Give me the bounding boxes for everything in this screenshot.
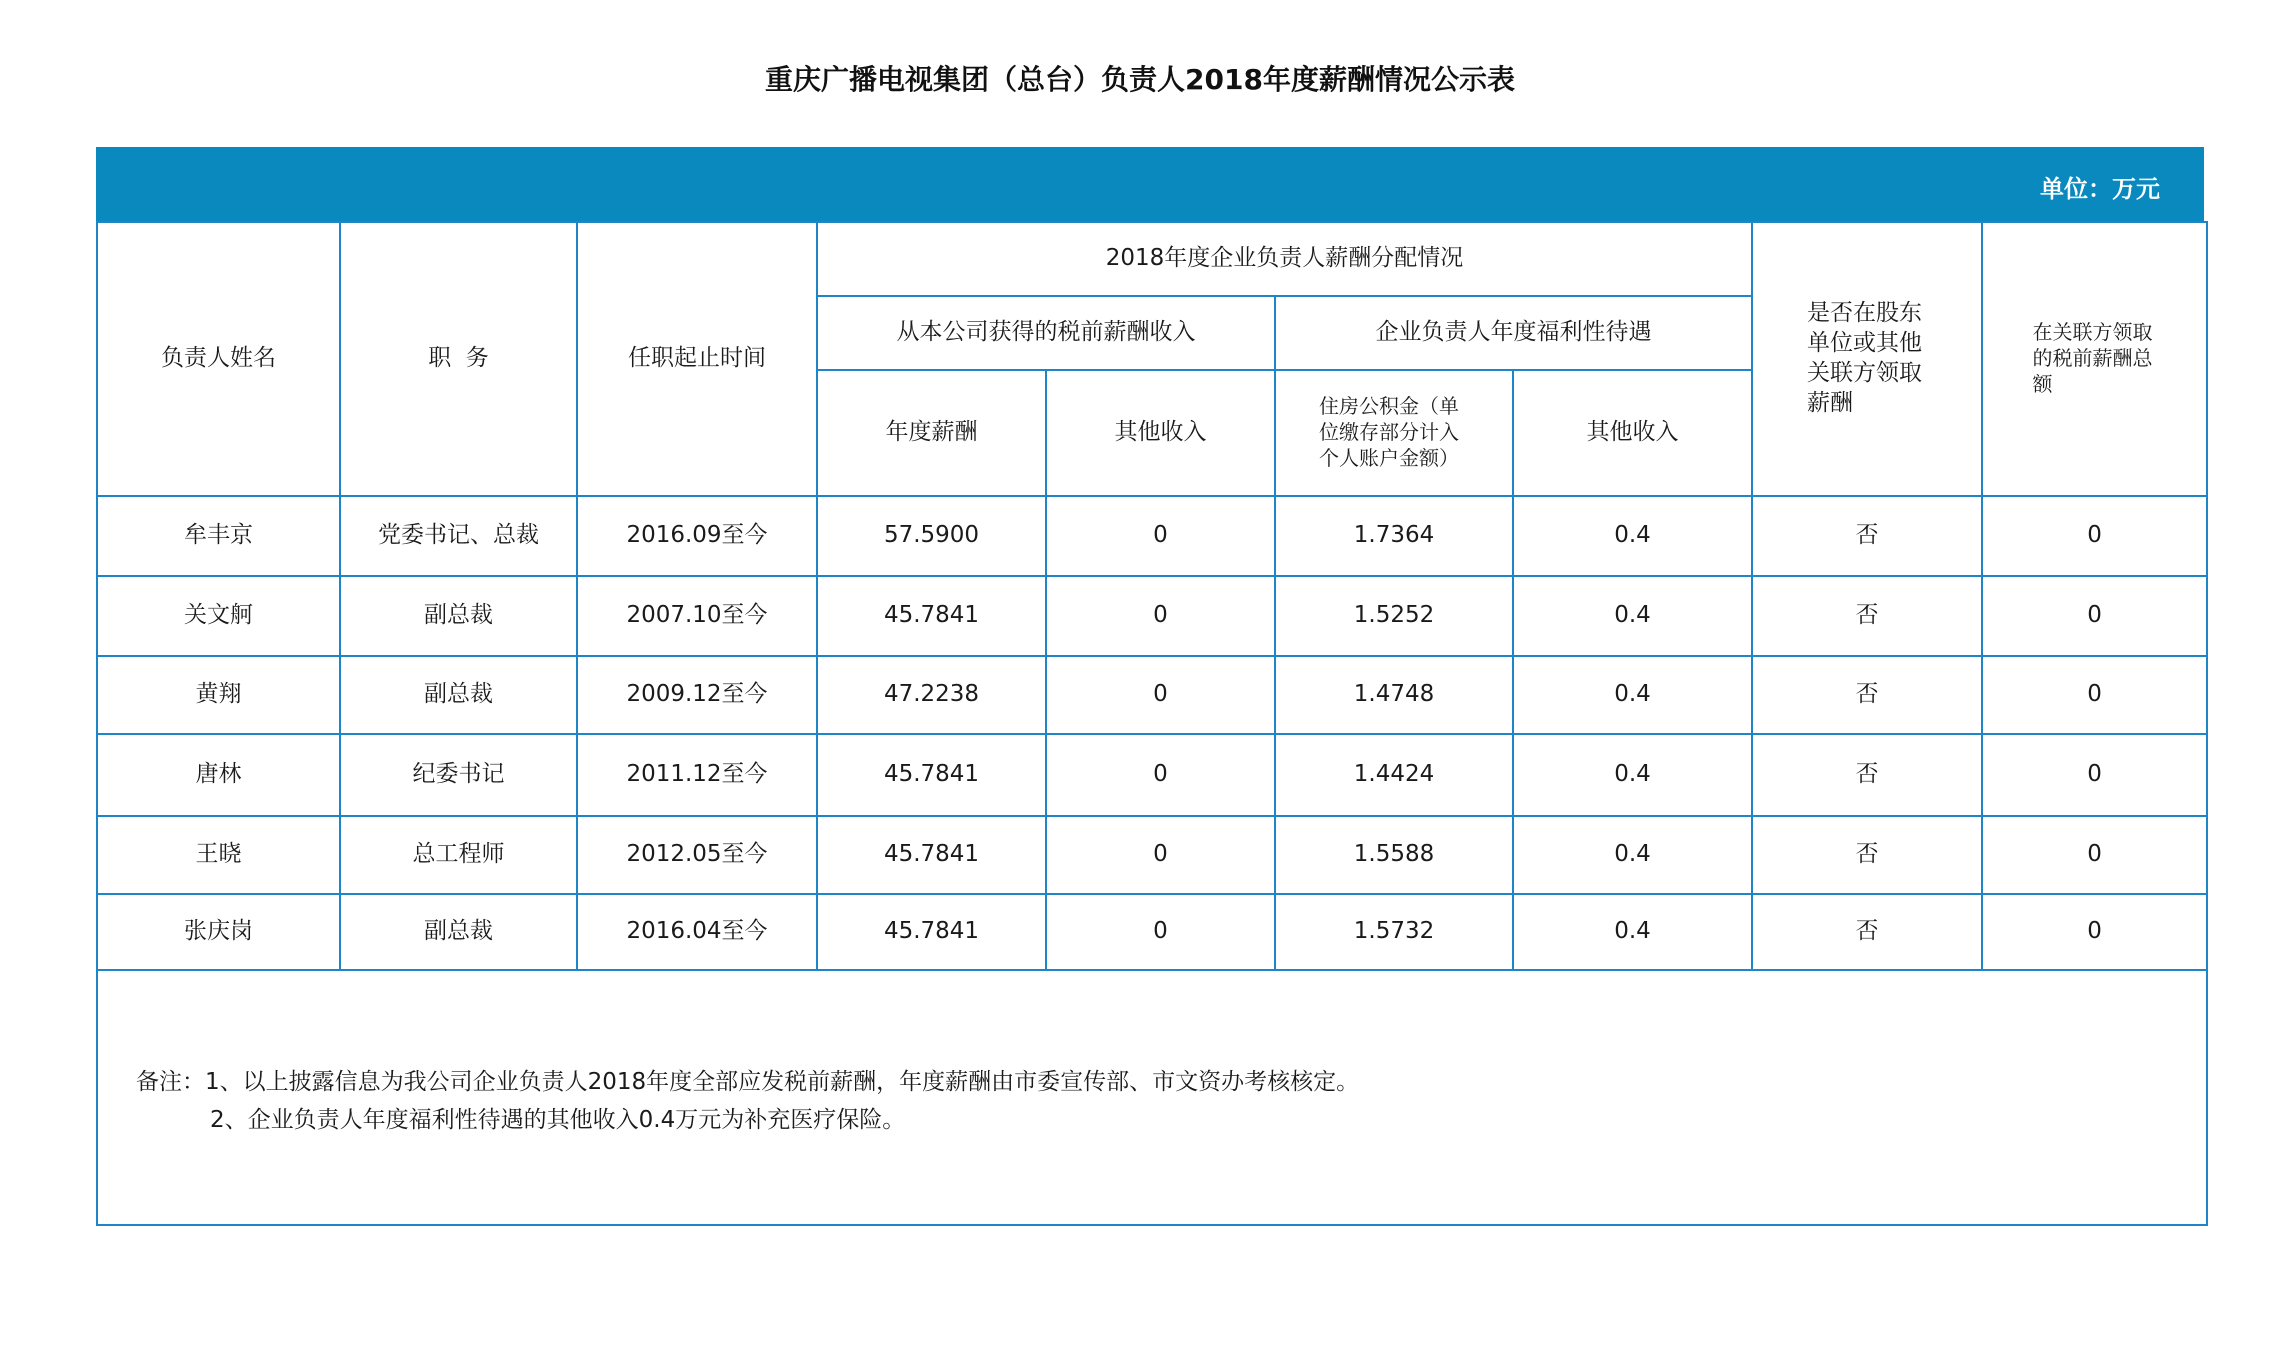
cell-housing: 1.4424 bbox=[1275, 734, 1513, 816]
table-row bbox=[97, 734, 2207, 816]
header-related-total: 在关联方领取的税前薪酬总额 bbox=[1982, 222, 2207, 496]
cell-position: 总工程师 bbox=[340, 816, 577, 894]
cell-shareholder: 否 bbox=[1752, 496, 1982, 576]
cell-shareholder: 否 bbox=[1752, 656, 1982, 734]
cell-position: 副总裁 bbox=[340, 576, 577, 656]
cell-position: 党委书记、总裁 bbox=[340, 496, 577, 576]
table-row bbox=[97, 496, 2207, 576]
cell-related: 0 bbox=[1982, 894, 2207, 970]
cell-housing: 1.7364 bbox=[1275, 496, 1513, 576]
cell-name: 张庆岗 bbox=[97, 894, 340, 970]
notes bbox=[98, 971, 2206, 1139]
salary-table bbox=[96, 221, 2208, 1226]
header-annual-salary: 年度薪酬 bbox=[817, 370, 1046, 496]
unit-header-bar bbox=[96, 147, 2204, 221]
cell-name: 唐林 bbox=[97, 734, 340, 816]
cell-other2: 0.4 bbox=[1513, 894, 1752, 970]
cell-shareholder: 否 bbox=[1752, 734, 1982, 816]
cell-related: 0 bbox=[1982, 656, 2207, 734]
table-row bbox=[97, 656, 2207, 734]
header-group-main: 2018年度企业负责人薪酬分配情况 bbox=[817, 222, 1752, 296]
cell-other1: 0 bbox=[1046, 496, 1275, 576]
cell-related: 0 bbox=[1982, 576, 2207, 656]
cell-housing: 1.5732 bbox=[1275, 894, 1513, 970]
cell-tenure: 2009.12至今 bbox=[577, 656, 817, 734]
cell-salary: 45.7841 bbox=[817, 734, 1046, 816]
cell-position: 纪委书记 bbox=[340, 734, 577, 816]
cell-other1: 0 bbox=[1046, 656, 1275, 734]
note-line-1: 备注：1、以上披露信息为我公司企业负责人2018年度全部应发税前薪酬，年度薪酬由市委宣传部、市文资办考核核定。 bbox=[136, 1069, 1360, 1095]
cell-housing: 1.5588 bbox=[1275, 816, 1513, 894]
cell-tenure: 2011.12至今 bbox=[577, 734, 817, 816]
table-row bbox=[97, 894, 2207, 970]
cell-other2: 0.4 bbox=[1513, 496, 1752, 576]
cell-related: 0 bbox=[1982, 734, 2207, 816]
cell-tenure: 2007.10至今 bbox=[577, 576, 817, 656]
cell-shareholder: 否 bbox=[1752, 816, 1982, 894]
cell-other2: 0.4 bbox=[1513, 656, 1752, 734]
cell-other1: 0 bbox=[1046, 734, 1275, 816]
cell-name: 关文舸 bbox=[97, 576, 340, 656]
cell-other2: 0.4 bbox=[1513, 734, 1752, 816]
cell-position: 副总裁 bbox=[340, 656, 577, 734]
cell-other1: 0 bbox=[1046, 894, 1275, 970]
cell-salary: 57.5900 bbox=[817, 496, 1046, 576]
header-housing-fund: 住房公积金（单位缴存部分计入个人账户金额） bbox=[1275, 370, 1513, 496]
cell-other1: 0 bbox=[1046, 576, 1275, 656]
cell-name: 王晓 bbox=[97, 816, 340, 894]
table-row bbox=[97, 816, 2207, 894]
cell-salary: 45.7841 bbox=[817, 576, 1046, 656]
cell-other2: 0.4 bbox=[1513, 576, 1752, 656]
cell-salary: 47.2238 bbox=[817, 656, 1046, 734]
cell-shareholder: 否 bbox=[1752, 576, 1982, 656]
header-other-income-1: 其他收入 bbox=[1046, 370, 1275, 496]
header-tenure: 任职起止时间 bbox=[577, 222, 817, 496]
cell-salary: 45.7841 bbox=[817, 894, 1046, 970]
notes-cell bbox=[97, 970, 2207, 1225]
header-group-salary: 从本公司获得的税前薪酬收入 bbox=[817, 296, 1275, 370]
cell-tenure: 2016.09至今 bbox=[577, 496, 817, 576]
cell-position: 副总裁 bbox=[340, 894, 577, 970]
cell-housing: 1.5252 bbox=[1275, 576, 1513, 656]
unit-label: 单位：万元 bbox=[2040, 175, 2160, 203]
cell-name: 黄翔 bbox=[97, 656, 340, 734]
header-shareholder: 是否在股东单位或其他关联方领取薪酬 bbox=[1752, 222, 1982, 496]
header-position: 职 务 bbox=[340, 222, 577, 496]
note-line-2: 2、企业负责人年度福利性待遇的其他收入0.4万元为补充医疗保险。 bbox=[210, 1107, 906, 1133]
cell-shareholder: 否 bbox=[1752, 894, 1982, 970]
cell-other2: 0.4 bbox=[1513, 816, 1752, 894]
cell-related: 0 bbox=[1982, 496, 2207, 576]
cell-housing: 1.4748 bbox=[1275, 656, 1513, 734]
header-group-welfare: 企业负责人年度福利性待遇 bbox=[1275, 296, 1752, 370]
cell-other1: 0 bbox=[1046, 816, 1275, 894]
cell-tenure: 2016.04至今 bbox=[577, 894, 817, 970]
table-row bbox=[97, 576, 2207, 656]
cell-related: 0 bbox=[1982, 816, 2207, 894]
cell-salary: 45.7841 bbox=[817, 816, 1046, 894]
cell-name: 牟丰京 bbox=[97, 496, 340, 576]
cell-tenure: 2012.05至今 bbox=[577, 816, 817, 894]
page-title: 重庆广播电视集团（总台）负责人2018年度薪酬情况公示表 bbox=[765, 63, 1515, 96]
header-other-income-2: 其他收入 bbox=[1513, 370, 1752, 496]
header-name: 负责人姓名 bbox=[97, 222, 340, 496]
